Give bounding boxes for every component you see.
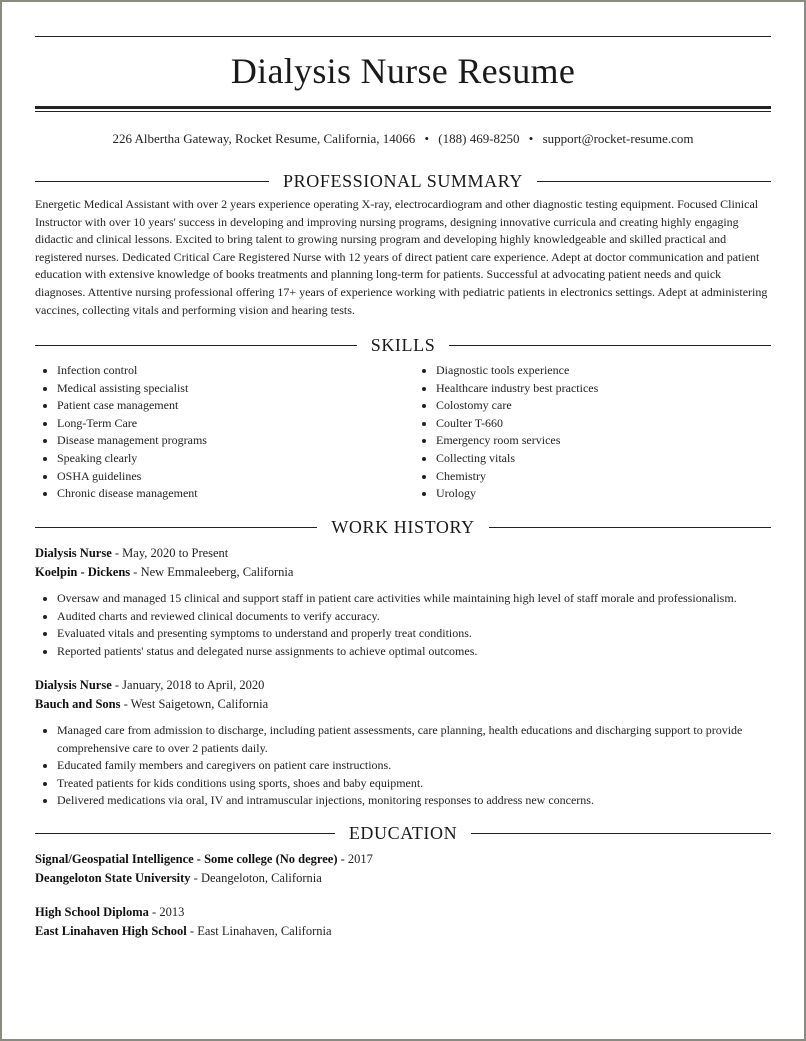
education-school-line [35,869,771,888]
contact-line [35,131,771,147]
job-entry [35,544,771,660]
job-bullet: Treated patients for kids conditions using sports, shoes and baby equipment. [35,775,771,793]
education-location: - Deangeloton, California [190,871,322,885]
summary-title: PROFESSIONAL SUMMARY [283,170,523,191]
education-location: - East Linahaven, California [186,924,332,938]
job-role: Dialysis Nurse [35,678,112,692]
heading-rule [489,527,771,528]
education-year: - 2017 [337,852,373,866]
skill-item: Chemistry [414,468,771,486]
job-company-line [35,563,771,582]
skill-item: Disease management programs [35,432,392,450]
skill-item: Healthcare industry best practices [414,380,771,398]
heading-rule [537,181,771,182]
skill-item: Emergency room services [414,432,771,450]
skills-heading [35,335,771,355]
job-bullet: Delivered medications via oral, IV and intramuscular injections, monitoring responses to address new concerns. [35,792,771,810]
skill-item: Collecting vitals [414,450,771,468]
job-bullet: Evaluated vitals and presenting symptoms to understand and properly treat conditions. [35,625,771,643]
skill-item: Colostomy care [414,397,771,415]
summary-heading [35,171,771,191]
education-degree: Signal/Geospatial Intelligence - Some college (No degree) [35,852,338,866]
job-role-line [35,676,771,695]
heading-rule [35,833,335,834]
skill-item: Diagnostic tools experience [414,362,771,380]
title-double-rule-thin [35,111,771,112]
skill-item: Urology [414,485,771,503]
top-rule [35,36,771,37]
skill-item: Infection control [35,362,392,380]
summary-text: Energetic Medical Assistant with over 2 years experience operating X-ray, electrocardiogram and other diagnostic testing equipment. Focused Clinical Instructor with over 10 years' success in developing and improving nursing programs, designing innovative curricula and creating highly engaging didactic and clinical lessons. Excited to bring talent to growing nursing program and developing highly knowledgeable and skilled practical and registered nurses. Dedicated Critical Care Registered Nurse with 12 years of direct patient care experience. Adept at doctor communication and patient education with extensive knowledge of books treatments and planning long-term for patients. Successful at advocating patient needs and quick diagnoses. Attentive nursing professional offering 17+ years of experience working with pediatric patients in electronics settings. Adept at administering vaccines, collecting vitals and performing vision and hearing tests. [35,197,768,317]
work-heading [35,517,771,537]
heading-rule [471,833,771,834]
contact-separator: • [424,131,430,146]
job-bullet: Oversaw and managed 15 clinical and support staff in patient care activities while maintaining high level of staff morale and professionalism. [35,590,771,608]
education-school: East Linahaven High School [35,924,187,938]
job-role: Dialysis Nurse [35,546,112,560]
skill-item: Coulter T-660 [414,415,771,433]
skill-item: Medical assisting specialist [35,380,392,398]
contact-email: support@rocket-resume.com [542,131,694,146]
skill-item: Patient case management [35,397,392,415]
skill-item: Speaking clearly [35,450,392,468]
contact-separator: • [528,131,534,146]
education-title: EDUCATION [348,822,458,843]
skill-item: Chronic disease management [35,485,392,503]
heading-rule [35,345,357,346]
job-entry [35,676,771,810]
job-bullet: Educated family members and caregivers on patient care instructions. [35,757,771,775]
job-bullet: Audited charts and reviewed clinical documents to verify accuracy. [35,608,771,626]
heading-rule [35,181,269,182]
skills-title: SKILLS [370,334,436,355]
job-bullet: Managed care from admission to discharge, including patient assessments, care planning, health educations and discharging support to provide comprehensive care to over 2 patients daily. [35,722,771,757]
job-bullets [35,722,771,810]
skills-column-right [392,362,771,503]
education-entry [35,850,771,888]
contact-address: 226 Albertha Gateway, Rocket Resume, California, 14066 [112,131,416,146]
skill-item: Long-Term Care [35,415,392,433]
education-entry [35,903,771,941]
work-title: WORK HISTORY [331,516,475,537]
education-degree-line [35,850,771,869]
resume-title: Dialysis Nurse Resume [230,51,576,91]
job-company-line [35,695,771,714]
education-year: - 2013 [148,905,185,919]
job-bullets [35,590,771,660]
job-company: Bauch and Sons [35,697,121,711]
contact-phone: (188) 469-8250 [438,131,520,146]
education-school: Deangeloton State University [35,871,191,885]
skills-list [35,362,771,503]
heading-rule [35,527,317,528]
job-location: - New Emmaleeberg, California [130,565,294,579]
heading-rule [449,345,771,346]
job-bullet: Reported patients' status and delegated nurse assignments to achieve optimal outcomes. [35,643,771,661]
education-heading [35,823,771,843]
title-double-rule-thick [35,106,771,109]
skill-item: OSHA guidelines [35,468,392,486]
job-location: - West Saigetown, California [120,697,269,711]
job-company: Koelpin - Dickens [35,565,131,579]
education-school-line [35,922,771,941]
job-role-line [35,544,771,563]
education-degree-line [35,903,771,922]
education-degree: High School Diploma [35,905,149,919]
job-dates: - January, 2018 to April, 2020 [111,678,265,692]
skills-column-left [35,362,392,503]
job-dates: - May, 2020 to Present [111,546,229,560]
